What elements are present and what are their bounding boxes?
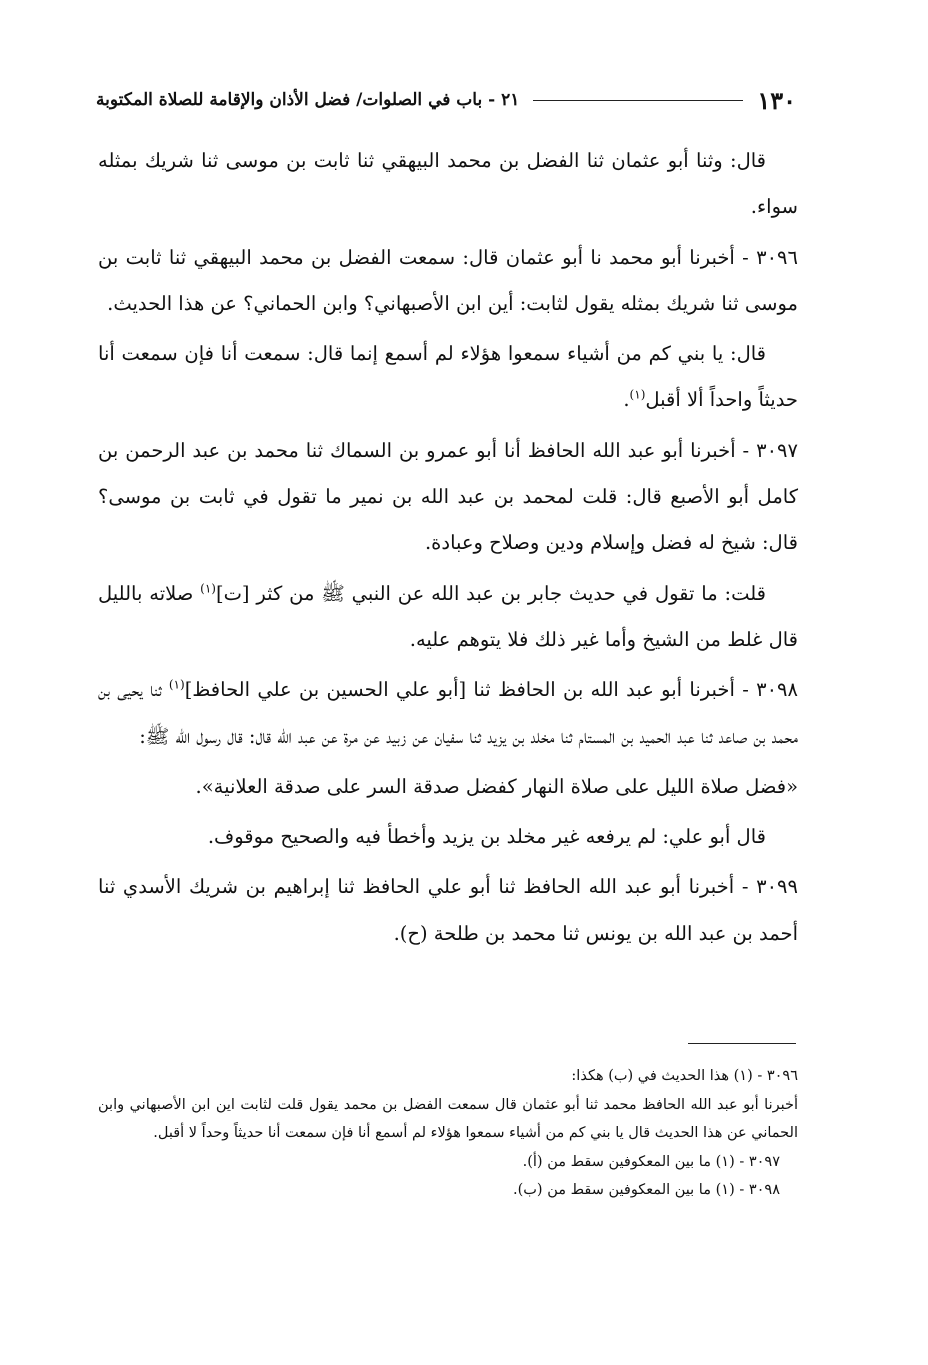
paragraph-text: ٣٠٩٩ - أخبرنا أبو عبد الله الحافظ ثنا أبو علي الحافظ ثنا إبراهيم بن شريك الأسدي ثنا أحمد بن عبد الله بن يونس ثنا محمد بن طلحة (ح). bbox=[98, 875, 798, 945]
paragraph-text-tail: . bbox=[623, 388, 630, 412]
paragraph-text: قال: وثنا أبو عثمان ثنا الفضل بن محمد البيهقي ثنا ثابت بن موسى ثنا شريك بمثله سواء. bbox=[98, 149, 798, 219]
footnotes bbox=[98, 1062, 798, 1205]
paragraph-text-tail: صلاته بالليل قال غلط من الشيخ وأما غير ذلك فلا يتوهم عليه. bbox=[98, 581, 798, 651]
paragraph-text: قال: يا بني كم من أشياء سمعوا هؤلاء لم أسمع إنما قال: سمعت أنا فإن سمعت أنا حديثاً واحداً ألا أقبل bbox=[98, 342, 798, 412]
paragraph-text: قال أبو علي: لم يرفعه غير مخلد بن يزيد وأخطأ فيه والصحيح موقوف. bbox=[207, 825, 766, 849]
paragraph-text: قلت: ما تقول في حديث جابر بن عبد الله عن النبي ﷺ من كثر [ت] bbox=[215, 581, 766, 605]
footnote-marker: (١) bbox=[629, 387, 646, 402]
paragraph bbox=[98, 571, 798, 664]
footnote-marker: (١) bbox=[168, 677, 185, 692]
running-header bbox=[96, 82, 796, 118]
paragraph bbox=[98, 138, 798, 231]
paragraph-text-tail: ثنا يحيى بن محمد بن صاعد ثنا عبد الحميد بن المستام ثنا مخلد بن يزيد ثنا سفيان عن زبيد عن مرة عن عبد الله قال: قال رسول الله ﷺ: bbox=[98, 678, 798, 748]
footnote-separator bbox=[688, 1043, 796, 1044]
paragraph-text: ٣٠٩٦ - أخبرنا أبو محمد نا أبو عثمان قال: سمعت الفضل بن محمد البيهقي ثنا ثابت بن موسى ثنا شريك بمثله يقول لثابت: أين ابن الأصبهاني؟ وابن الحماني؟ عن هذا الحديث. bbox=[98, 245, 798, 315]
footnote: أخبرنا أبو عبد الله الحافظ محمد ثنا أبو عثمان قال سمعت الفضل بن محمد يقول قلت لثابت اين ابن الأصبهاني وابن الحماني عن هذا الحديث قال يا بني كم من أشياء سمعوا هؤلاء لم أسمع أنا فإن سمعت أنا حديثاً وحداً لا أقبل. bbox=[98, 1096, 798, 1141]
header-rule bbox=[533, 100, 743, 101]
running-title: ٢١ - باب في الصلوات/ فضل الأذان والإقامة للصلاة المكتوبة bbox=[96, 90, 520, 110]
footnote: ٣٠٩٦ - (١) هذا الحديث في (ب) هكذا: bbox=[571, 1068, 798, 1084]
paragraph-text: ٣٠٩٧ - أخبرنا أبو عبد الله الحافظ أنا أبو عمرو بن السماك ثنا محمد بن عبد الرحمن بن كامل أبو الأصبع قال: قلت لمحمد بن عبد الله بن نمير ما تقول في ثابت بن موسى؟ قال: شيخ له فضل وإسلام ودين وصلاح وعبادة. bbox=[98, 438, 798, 555]
paragraph-text: ٣٠٩٨ - أخبرنا أبو عبد الله بن الحافظ ثنا [أبو علي الحسين بن علي الحافظ] bbox=[184, 678, 798, 702]
footnote: ٣٠٩٧ - (١) ما بين المعكوفين سقط من (أ). bbox=[522, 1153, 780, 1170]
paragraph bbox=[98, 814, 798, 860]
page-number: ١٣٠ bbox=[757, 85, 796, 115]
paragraph bbox=[98, 331, 798, 424]
hadith-3096 bbox=[98, 235, 798, 328]
hadith-3099 bbox=[98, 864, 798, 957]
footnote-marker: (١) bbox=[200, 581, 216, 596]
hadith-3098 bbox=[98, 667, 798, 760]
paragraph-text: «فضل صلاة الليل على صلاة النهار كفضل صدقة السر على صدقة العلانية». bbox=[195, 774, 798, 798]
hadith-3097 bbox=[98, 428, 798, 567]
hadith-quote bbox=[98, 764, 798, 810]
main-text bbox=[98, 138, 798, 961]
footnote: ٣٠٩٨ - (١) ما بين المعكوفين سقط من (ب). bbox=[513, 1182, 780, 1198]
